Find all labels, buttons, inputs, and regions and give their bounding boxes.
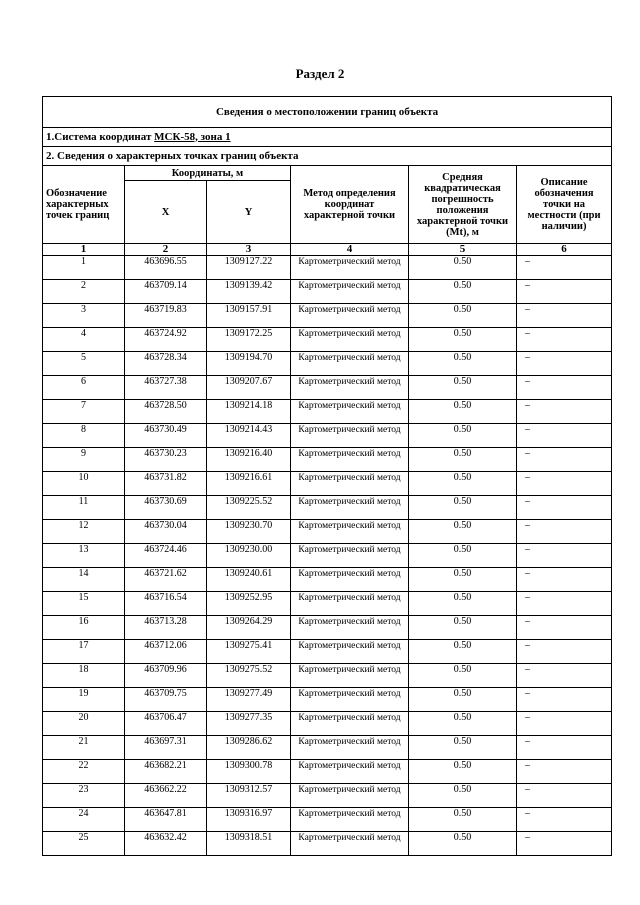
description: – bbox=[517, 352, 612, 376]
description: – bbox=[517, 448, 612, 472]
error-value: 0.50 bbox=[409, 640, 517, 664]
coord-x: 463709.14 bbox=[125, 280, 207, 304]
coord-y: 1309194.70 bbox=[207, 352, 291, 376]
table-row bbox=[43, 712, 612, 736]
coord-y: 1309157.91 bbox=[207, 304, 291, 328]
description: – bbox=[517, 784, 612, 808]
method: Картометрический метод bbox=[291, 496, 409, 520]
coord-y: 1309316.97 bbox=[207, 808, 291, 832]
method: Картометрический метод bbox=[291, 544, 409, 568]
coord-y: 1309318.51 bbox=[207, 832, 291, 856]
description: – bbox=[517, 760, 612, 784]
coord-x: 463632.42 bbox=[125, 832, 207, 856]
description: – bbox=[517, 664, 612, 688]
table-row bbox=[43, 808, 612, 832]
description: – bbox=[517, 568, 612, 592]
header-description: Описание обозначения точки на местности (при наличии) bbox=[517, 166, 612, 244]
coord-x: 463682.21 bbox=[125, 760, 207, 784]
header-error-text: Средняя квадратическая погрешность положения характерной точки (Mt), м bbox=[416, 171, 509, 238]
coordinate-system-row bbox=[43, 128, 612, 147]
error-value: 0.50 bbox=[409, 592, 517, 616]
coord-y: 1309230.00 bbox=[207, 544, 291, 568]
point-number: 7 bbox=[43, 400, 125, 424]
method: Картометрический метод bbox=[291, 808, 409, 832]
description: – bbox=[517, 736, 612, 760]
error-value: 0.50 bbox=[409, 424, 517, 448]
error-value: 0.50 bbox=[409, 688, 517, 712]
description: – bbox=[517, 424, 612, 448]
method: Картометрический метод bbox=[291, 280, 409, 304]
column-number: 1 bbox=[43, 244, 125, 256]
point-number: 6 bbox=[43, 376, 125, 400]
point-number: 13 bbox=[43, 544, 125, 568]
coord-x: 463709.96 bbox=[125, 664, 207, 688]
coord-x: 463730.49 bbox=[125, 424, 207, 448]
method: Картометрический метод bbox=[291, 376, 409, 400]
method: Картометрический метод bbox=[291, 712, 409, 736]
point-number: 24 bbox=[43, 808, 125, 832]
header-error bbox=[409, 166, 517, 244]
table-row bbox=[43, 616, 612, 640]
method: Картометрический метод bbox=[291, 592, 409, 616]
method: Картометрический метод bbox=[291, 448, 409, 472]
description: – bbox=[517, 592, 612, 616]
point-number: 25 bbox=[43, 832, 125, 856]
method: Картометрический метод bbox=[291, 568, 409, 592]
coord-y: 1309139.42 bbox=[207, 280, 291, 304]
coord-x: 463712.06 bbox=[125, 640, 207, 664]
description: – bbox=[517, 304, 612, 328]
coord-x: 463731.82 bbox=[125, 472, 207, 496]
table-row bbox=[43, 544, 612, 568]
coord-y: 1309216.40 bbox=[207, 448, 291, 472]
header-y: Y bbox=[207, 181, 291, 244]
header-method: Метод определения координат характерной точки bbox=[291, 166, 409, 244]
description: – bbox=[517, 640, 612, 664]
coord-x: 463721.62 bbox=[125, 568, 207, 592]
coord-x: 463647.81 bbox=[125, 808, 207, 832]
column-number: 6 bbox=[517, 244, 612, 256]
coord-y: 1309286.62 bbox=[207, 736, 291, 760]
coordinate-system-label: 1.Система координат bbox=[46, 130, 155, 143]
error-value: 0.50 bbox=[409, 280, 517, 304]
table-row bbox=[43, 640, 612, 664]
coord-x: 463716.54 bbox=[125, 592, 207, 616]
coord-x: 463724.46 bbox=[125, 544, 207, 568]
coord-y: 1309275.52 bbox=[207, 664, 291, 688]
method: Картометрический метод bbox=[291, 400, 409, 424]
error-value: 0.50 bbox=[409, 616, 517, 640]
table-row bbox=[43, 376, 612, 400]
error-value: 0.50 bbox=[409, 664, 517, 688]
coord-x: 463730.23 bbox=[125, 448, 207, 472]
description: – bbox=[517, 544, 612, 568]
column-numbers-row bbox=[43, 244, 612, 256]
method: Картометрический метод bbox=[291, 688, 409, 712]
point-number: 8 bbox=[43, 424, 125, 448]
description: – bbox=[517, 808, 612, 832]
section-2-heading: 2. Сведения о характерных точках границ объекта bbox=[43, 147, 612, 166]
coord-y: 1309214.43 bbox=[207, 424, 291, 448]
table-row bbox=[43, 424, 612, 448]
coord-x: 463727.38 bbox=[125, 376, 207, 400]
coord-x: 463728.50 bbox=[125, 400, 207, 424]
method: Картометрический метод bbox=[291, 304, 409, 328]
coord-y: 1309207.67 bbox=[207, 376, 291, 400]
point-number: 21 bbox=[43, 736, 125, 760]
point-number: 11 bbox=[43, 496, 125, 520]
error-value: 0.50 bbox=[409, 520, 517, 544]
table-row bbox=[43, 832, 612, 856]
method: Картометрический метод bbox=[291, 760, 409, 784]
coord-x: 463719.83 bbox=[125, 304, 207, 328]
header-x: X bbox=[125, 181, 207, 244]
method: Картометрический метод bbox=[291, 328, 409, 352]
method: Картометрический метод bbox=[291, 736, 409, 760]
point-number: 5 bbox=[43, 352, 125, 376]
error-value: 0.50 bbox=[409, 472, 517, 496]
table-row bbox=[43, 352, 612, 376]
coord-y: 1309172.25 bbox=[207, 328, 291, 352]
coord-x: 463709.75 bbox=[125, 688, 207, 712]
method: Картометрический метод bbox=[291, 424, 409, 448]
coord-y: 1309312.57 bbox=[207, 784, 291, 808]
point-number: 20 bbox=[43, 712, 125, 736]
method: Картометрический метод bbox=[291, 784, 409, 808]
column-number: 5 bbox=[409, 244, 517, 256]
column-number: 2 bbox=[125, 244, 207, 256]
error-value: 0.50 bbox=[409, 496, 517, 520]
header-coordinates: Координаты, м bbox=[125, 166, 291, 181]
point-number: 22 bbox=[43, 760, 125, 784]
error-value: 0.50 bbox=[409, 760, 517, 784]
point-number: 17 bbox=[43, 640, 125, 664]
column-number: 3 bbox=[207, 244, 291, 256]
table-row bbox=[43, 688, 612, 712]
error-value: 0.50 bbox=[409, 784, 517, 808]
table-row bbox=[43, 328, 612, 352]
method: Картометрический метод bbox=[291, 256, 409, 280]
description: – bbox=[517, 256, 612, 280]
coord-y: 1309214.18 bbox=[207, 400, 291, 424]
error-value: 0.50 bbox=[409, 544, 517, 568]
column-number: 4 bbox=[291, 244, 409, 256]
coord-y: 1309216.61 bbox=[207, 472, 291, 496]
coord-y: 1309275.41 bbox=[207, 640, 291, 664]
table-row bbox=[43, 472, 612, 496]
table-row bbox=[43, 280, 612, 304]
table-row bbox=[43, 400, 612, 424]
point-number: 3 bbox=[43, 304, 125, 328]
error-value: 0.50 bbox=[409, 328, 517, 352]
page-title: Раздел 2 bbox=[295, 66, 345, 81]
table-row bbox=[43, 496, 612, 520]
table-row bbox=[43, 592, 612, 616]
point-number: 2 bbox=[43, 280, 125, 304]
point-number: 15 bbox=[43, 592, 125, 616]
error-value: 0.50 bbox=[409, 256, 517, 280]
boundary-points-table bbox=[42, 96, 612, 856]
coord-y: 1309277.35 bbox=[207, 712, 291, 736]
point-number: 9 bbox=[43, 448, 125, 472]
table-row bbox=[43, 784, 612, 808]
point-number: 14 bbox=[43, 568, 125, 592]
method: Картометрический метод bbox=[291, 640, 409, 664]
coord-y: 1309230.70 bbox=[207, 520, 291, 544]
description: – bbox=[517, 496, 612, 520]
table-row bbox=[43, 736, 612, 760]
coord-x: 463730.69 bbox=[125, 496, 207, 520]
coord-y: 1309127.22 bbox=[207, 256, 291, 280]
coord-x: 463724.92 bbox=[125, 328, 207, 352]
coord-x: 463662.22 bbox=[125, 784, 207, 808]
method: Картометрический метод bbox=[291, 520, 409, 544]
coord-y: 1309264.29 bbox=[207, 616, 291, 640]
table-row bbox=[43, 448, 612, 472]
coord-x: 463696.55 bbox=[125, 256, 207, 280]
header-point-designation: Обозначение характерных точек границ bbox=[43, 166, 125, 244]
method: Картометрический метод bbox=[291, 832, 409, 856]
description: – bbox=[517, 688, 612, 712]
method: Картометрический метод bbox=[291, 616, 409, 640]
coord-y: 1309240.61 bbox=[207, 568, 291, 592]
description: – bbox=[517, 616, 612, 640]
coord-y: 1309277.49 bbox=[207, 688, 291, 712]
table-row bbox=[43, 760, 612, 784]
description: – bbox=[517, 472, 612, 496]
table-row bbox=[43, 256, 612, 280]
coord-y: 1309225.52 bbox=[207, 496, 291, 520]
error-value: 0.50 bbox=[409, 808, 517, 832]
description: – bbox=[517, 328, 612, 352]
point-number: 12 bbox=[43, 520, 125, 544]
error-value: 0.50 bbox=[409, 400, 517, 424]
description: – bbox=[517, 520, 612, 544]
error-value: 0.50 bbox=[409, 568, 517, 592]
coord-x: 463713.28 bbox=[125, 616, 207, 640]
error-value: 0.50 bbox=[409, 376, 517, 400]
point-number: 16 bbox=[43, 616, 125, 640]
point-number: 4 bbox=[43, 328, 125, 352]
error-value: 0.50 bbox=[409, 304, 517, 328]
coord-y: 1309300.78 bbox=[207, 760, 291, 784]
point-number: 18 bbox=[43, 664, 125, 688]
error-value: 0.50 bbox=[409, 448, 517, 472]
point-number: 19 bbox=[43, 688, 125, 712]
coord-x: 463730.04 bbox=[125, 520, 207, 544]
coord-x: 463697.31 bbox=[125, 736, 207, 760]
description: – bbox=[517, 376, 612, 400]
method: Картометрический метод bbox=[291, 352, 409, 376]
error-value: 0.50 bbox=[409, 352, 517, 376]
error-value: 0.50 bbox=[409, 736, 517, 760]
points-body bbox=[43, 256, 612, 856]
coord-y: 1309252.95 bbox=[207, 592, 291, 616]
point-number: 1 bbox=[43, 256, 125, 280]
point-number: 10 bbox=[43, 472, 125, 496]
method: Картометрический метод bbox=[291, 664, 409, 688]
description: – bbox=[517, 712, 612, 736]
description: – bbox=[517, 400, 612, 424]
coord-x: 463706.47 bbox=[125, 712, 207, 736]
table-row bbox=[43, 304, 612, 328]
description: – bbox=[517, 280, 612, 304]
description: – bbox=[517, 832, 612, 856]
error-value: 0.50 bbox=[409, 712, 517, 736]
table-row bbox=[43, 568, 612, 592]
table-row bbox=[43, 520, 612, 544]
method: Картометрический метод bbox=[291, 472, 409, 496]
point-number: 23 bbox=[43, 784, 125, 808]
coord-x: 463728.34 bbox=[125, 352, 207, 376]
coordinate-system-value: МСК-58, зона 1 bbox=[154, 130, 231, 143]
error-value: 0.50 bbox=[409, 832, 517, 856]
table-caption: Сведения о местоположении границ объекта bbox=[43, 97, 612, 128]
table-row bbox=[43, 664, 612, 688]
